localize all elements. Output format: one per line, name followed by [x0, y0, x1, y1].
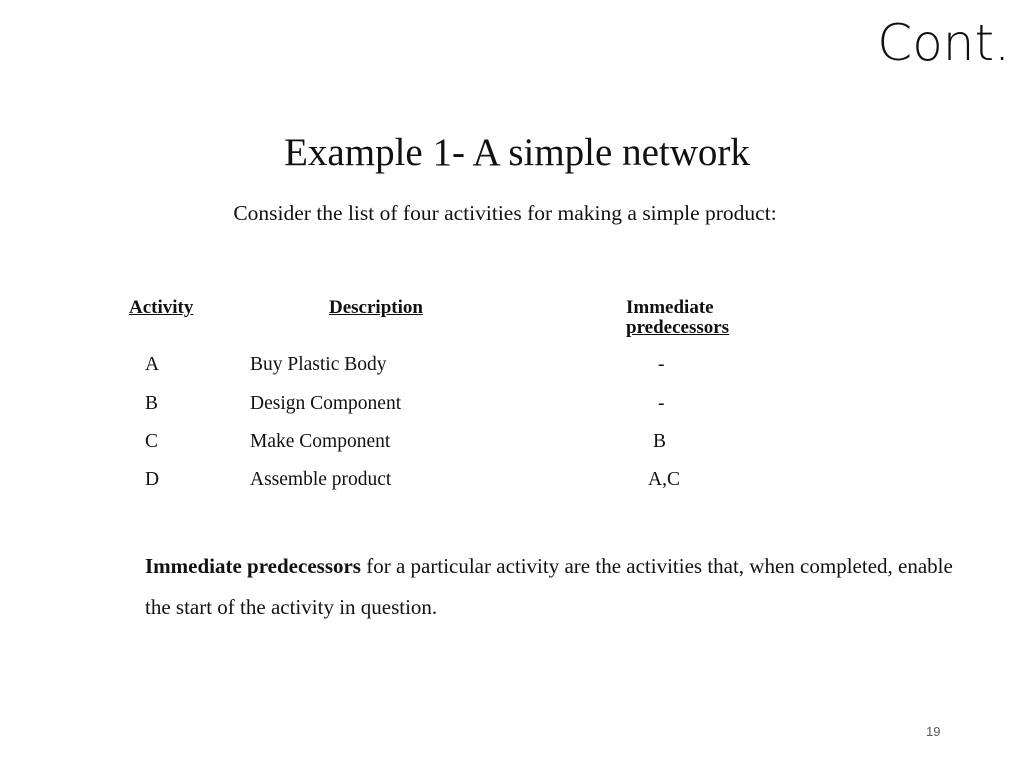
row-activity: C: [145, 431, 159, 452]
header-predecessors-line1: Immediate: [626, 297, 714, 318]
row-activity: D: [145, 469, 160, 490]
row-activity: B: [145, 393, 159, 414]
example-heading: Example 1- A simple network: [284, 131, 750, 174]
header-activity: Activity: [129, 297, 194, 318]
header-description: Description: [329, 297, 423, 318]
header-predecessors-line2: predecessors: [626, 317, 730, 338]
definition-term: Immediate predecessors: [145, 554, 361, 578]
definition-text: for a particular activity are the activities that, when completed, enable the start of the activity in question.: [145, 554, 953, 619]
row-description: Assemble product: [250, 469, 392, 490]
row-predecessors: -: [658, 393, 665, 414]
row-description: Design Component: [250, 393, 402, 414]
slide-title: Cont.: [877, 14, 1010, 72]
example-subheading: Consider the list of four activities for making a simple product:: [233, 201, 777, 225]
row-predecessors: A,C: [648, 469, 680, 490]
row-predecessors: B: [653, 431, 667, 452]
row-predecessors: -: [658, 354, 665, 375]
row-description: Buy Plastic Body: [250, 354, 387, 375]
row-activity: A: [145, 354, 160, 375]
definition-note: [145, 546, 965, 628]
row-description: Make Component: [250, 431, 391, 452]
page-number: 19: [926, 724, 941, 739]
